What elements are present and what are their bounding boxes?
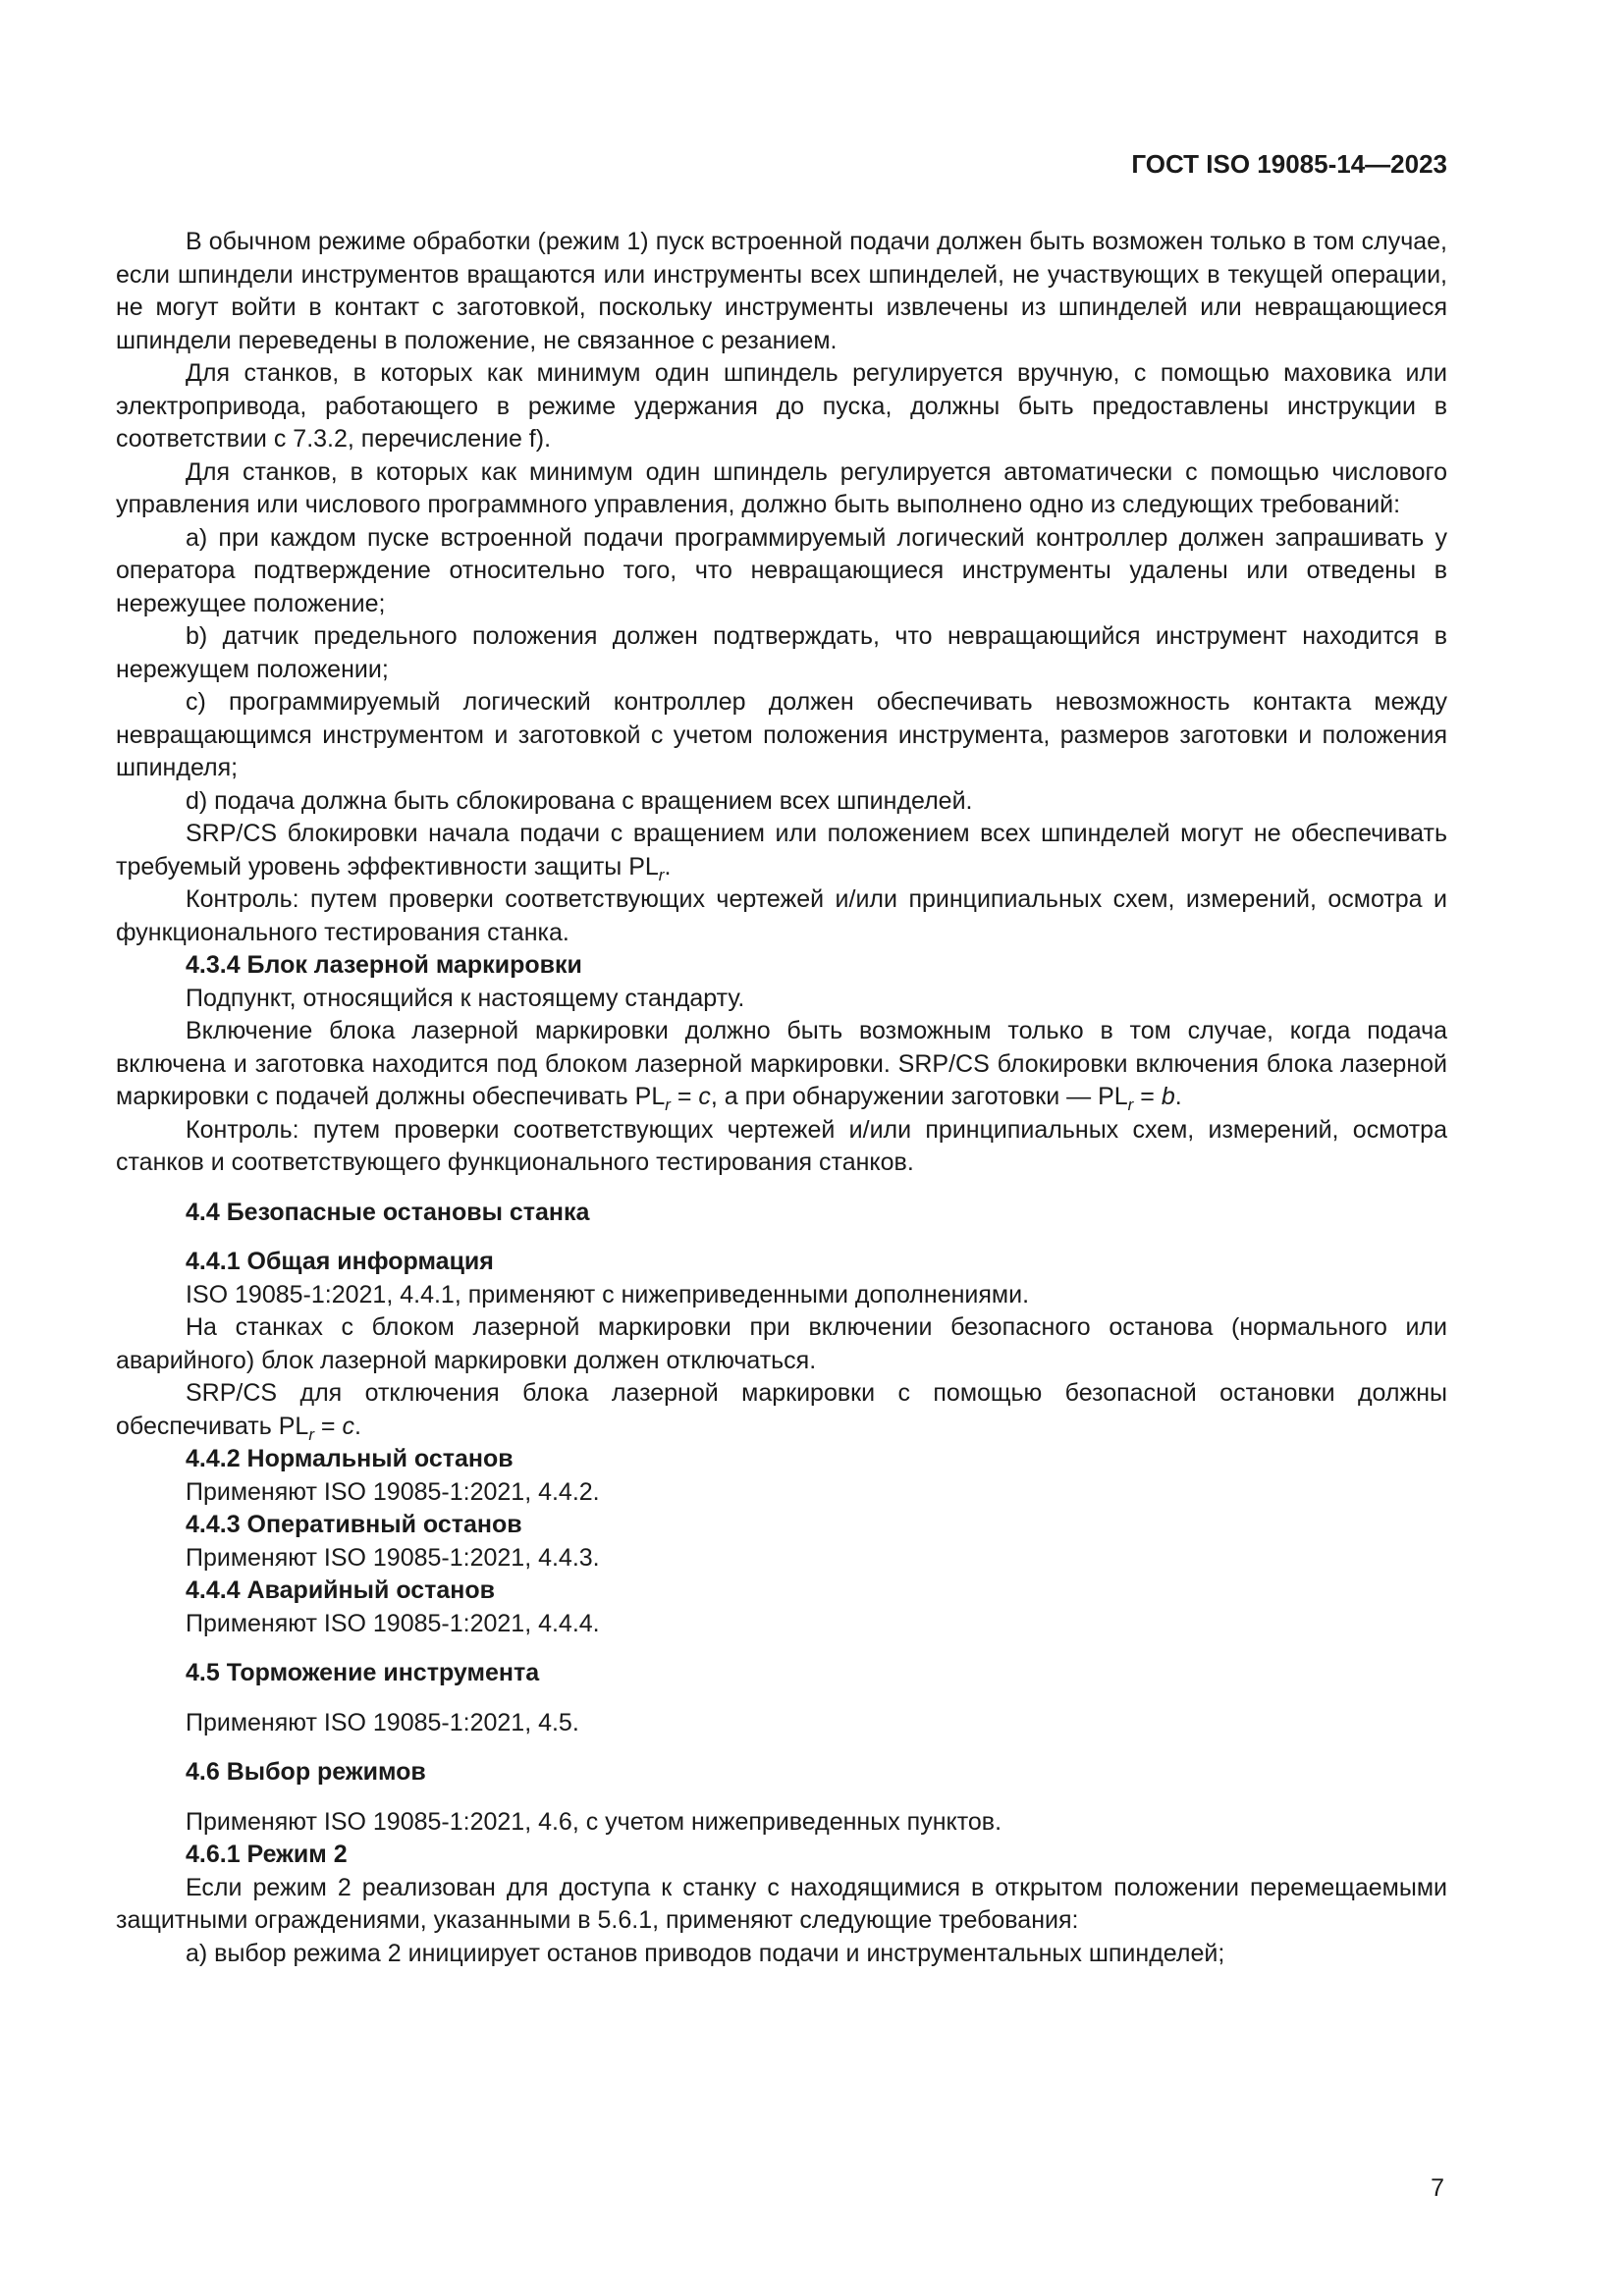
list-item-b: b) датчик предельного положения должен подтверждать, что невращающийся инструмент находится в нережущем положении; [116, 622, 1447, 683]
text-run: SRP/CS блокировки начала подачи с вращением или положением всех шпинделей могут не обеспечивать требуемый уровень эффективности защиты PL [116, 820, 1447, 881]
section-heading-4-5: 4.5 Торможение инструмента [186, 1659, 540, 1686]
text-run: = [313, 1412, 343, 1440]
paragraph: Контроль: путем проверки соответствующих чертежей и/или принципиальных схем, измерений, осмотра и функционального тестирования станка. [116, 885, 1447, 946]
italic-value: c [342, 1412, 354, 1440]
section-heading-4-3-4: 4.3.4 Блок лазерной маркировки [186, 951, 582, 979]
standard-code-header: ГОСТ ISO 19085-14—2023 [1131, 149, 1447, 179]
paragraph: Применяют ISO 19085-1:2021, 4.5. [186, 1708, 579, 1736]
paragraph: Для станков, в которых как минимум один шпиндель регулируется вручную, с помощью маховика или электропривода, работающего в режиме удержания до пуска, должны быть предоставлены инструкции в соответствии с 7.3.2, перечисление f). [116, 359, 1447, 453]
paragraph: Если режим 2 реализован для доступа к станку с находящимися в открытом положении перемещаемыми защитными ограждениями, указанными в 5.6.1, применяют следующие требования: [116, 1873, 1447, 1934]
text-run: . [353, 1412, 361, 1440]
list-item-a: а) выбор режима 2 инициирует останов приводов подачи и инструментальных шпинделей; [186, 1939, 1225, 1967]
text-run: . [664, 852, 672, 881]
subscript-r: r [665, 1095, 671, 1114]
paragraph: Для станков, в которых как минимум один шпиндель регулируется автоматически с помощью числового управления или числового программного управления, должно быть выполнено одно из следующих требований: [116, 457, 1447, 518]
subscript-r: r [658, 865, 665, 884]
paragraph: Применяют ISO 19085-1:2021, 4.4.3. [186, 1543, 600, 1572]
paragraph: Применяют ISO 19085-1:2021, 4.6, с учетом нижеприведенных пунктов. [186, 1807, 1002, 1836]
text-run: = [670, 1083, 699, 1110]
subscript-r: r [308, 1424, 314, 1444]
section-heading-4-4-3: 4.4.3 Оперативный останов [186, 1511, 522, 1538]
paragraph: В обычном режиме обработки (режим 1) пуск встроенной подачи должен быть возможен только в том случае, если шпиндели инструментов вращаются или инструменты всех шпинделей, не участвующих в текущей операции, не могут войти в контакт с заготовкой, поскольку инструменты извлечены из шпинделей или невращающиеся шпиндели переведены в положение, не связанное с резанием. [116, 228, 1447, 354]
list-item-a: а) при каждом пуске встроенной подачи программируемый логический контроллер должен запрашивать у оператора подтверждение относительно того, что невращающиеся инструменты удалены или отведены в нережущее положение; [116, 523, 1447, 617]
paragraph [116, 818, 1447, 883]
paragraph: ISO 19085-1:2021, 4.4.1, применяют с нижеприведенными дополнениями. [186, 1280, 1030, 1308]
paragraph: Применяют ISO 19085-1:2021, 4.4.2. [186, 1477, 600, 1506]
text-run: , а при обнаружении заготовки — PL [710, 1083, 1128, 1110]
paragraph: На станках с блоком лазерной маркировки при включении безопасного останова (нормального или аварийного) блок лазерной маркировки должен отключаться. [116, 1313, 1447, 1374]
list-item-d: d) подача должна быть сблокирована с вращением всех шпинделей. [186, 786, 973, 815]
section-heading-4-4-2: 4.4.2 Нормальный останов [186, 1445, 514, 1472]
subscript-r: r [1127, 1095, 1134, 1114]
page-number: 7 [1431, 2174, 1444, 2202]
paragraph: Контроль: путем проверки соответствующих чертежей и/или принципиальных схем, измерений, осмотра станков и соответствующего функционального тестирования станков. [116, 1115, 1447, 1176]
paragraph: Подпункт, относящийся к настоящему стандарту. [186, 984, 745, 1012]
text-run: = [1133, 1083, 1162, 1110]
text-run: Включение блока лазерной маркировки должно быть возможным только в том случае, когда подача включена и заготовка находится под блоком лазерной маркировки. SRP/CS блокировки включения блока лазерной маркировки с подачей должны обеспечивать PL [116, 1017, 1447, 1110]
document-body [116, 226, 1447, 1970]
section-heading-4-4-4: 4.4.4 Аварийный останов [186, 1576, 496, 1604]
list-item-c: c) программируемый логический контроллер должен обеспечивать невозможность контакта между невращающимся инструментом и заготовкой с учетом положения инструмента, размеров заготовки и положения шпинделя; [116, 688, 1447, 781]
italic-value: c [698, 1083, 711, 1110]
text-run: SRP/CS для отключения блока лазерной маркировки с помощью безопасной остановки должны обеспечивать PL [116, 1379, 1447, 1440]
italic-value: b [1161, 1083, 1175, 1110]
paragraph [116, 1377, 1447, 1443]
section-heading-4-4: 4.4 Безопасные остановы станка [186, 1198, 590, 1226]
section-heading-4-6-1: 4.6.1 Режим 2 [186, 1841, 348, 1868]
section-heading-4-4-1: 4.4.1 Общая информация [186, 1248, 494, 1275]
paragraph: Применяют ISO 19085-1:2021, 4.4.4. [186, 1609, 600, 1637]
section-heading-4-6: 4.6 Выбор режимов [186, 1758, 426, 1786]
text-run: . [1174, 1083, 1182, 1110]
paragraph [116, 1015, 1447, 1114]
